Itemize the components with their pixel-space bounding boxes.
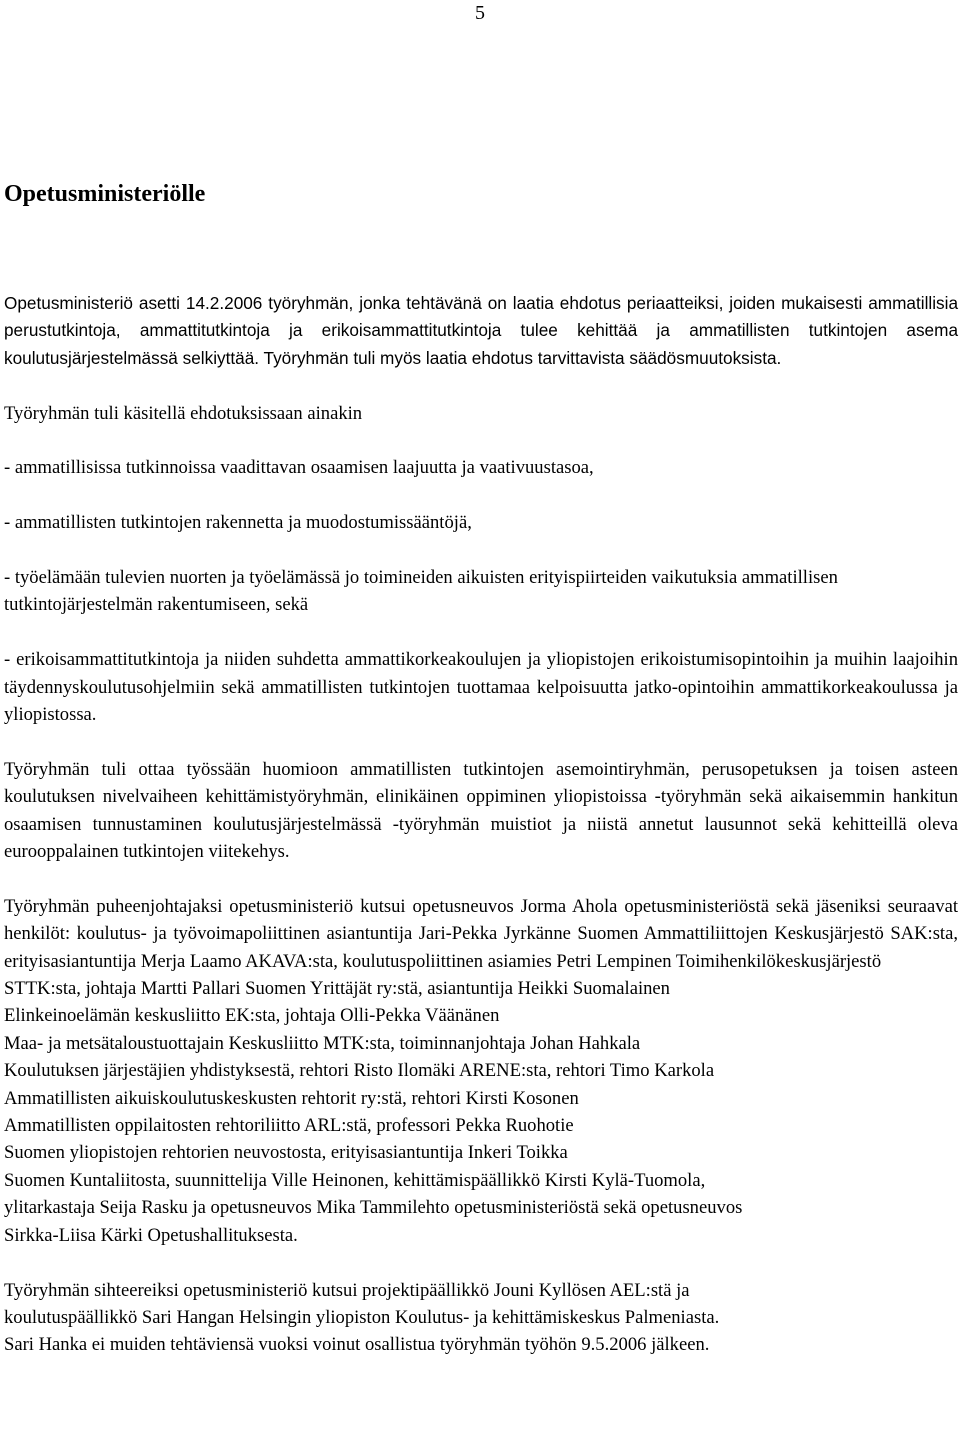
tasks-lead: Työryhmän tuli käsitellä ehdotuksissaan ainakin	[4, 402, 363, 424]
secretaries-line: Sari Hanka ei muiden tehtäviensä vuoksi voinut osallistua työryhmän työhön 9.5.2006 jälkeen.	[4, 1334, 710, 1356]
intro-paragraph: Opetusministeriö asetti 14.2.2006 työryhmän, jonka tehtävänä on laatia ehdotus periaatteiksi, joiden mukaisesti ammatillisia perustutkintoja, ammattitutkintoja ja erikoisammattitutkintoja tulee kehittää ja ammatillisten tutkintojen asema koulutusjärjestelmässä selkiyttää. Työryhmän tuli myös laatia ehdotus tarvittavista säädösmuutoksista.	[4, 293, 958, 368]
members-line: Sirkka-Liisa Kärki Opetushallituksesta.	[4, 1224, 298, 1246]
task-item: - erikoisammattitutkintoja ja niiden suhdetta ammattikorkeakoulujen ja yliopistojen erikoistumisopintoihin ja muihin laajoihin täydennyskoulutusohjelmiin sekä ammatillisten tutkintojen tuottamaa kelpoisuutta jatko-opintoihin ammattikorkeakoulussa ja yliopistossa.	[4, 649, 958, 726]
page-title: Opetusministeriölle	[4, 181, 206, 207]
considered-paragraph: Työryhmän tuli ottaa työssään huomioon ammatillisten tutkintojen asemointiryhmän, perusopetuksen ja toisen asteen koulutuksen nivelvaiheen kehittämistyöryhmän, elinikäinen oppiminen yliopistoissa -työryhmän sekä aikaisemmin hankitun osaamisen tunnustaminen koulutusjärjestelmässä -työryhmän muistiot ja niistä annetut lausunnot sekä kehitteillä oleva eurooppalainen tutkintojen viitekehys.	[4, 758, 958, 863]
page-number: 5	[475, 2, 485, 24]
members-line: Maa- ja metsätaloustuottajain Keskusliitto MTK:sta, toiminnanjohtaja Johan Hahkala	[4, 1032, 641, 1054]
members-line: Ammatillisten oppilaitosten rehtoriliitto ARL:stä, professori Pekka Ruohotie	[4, 1115, 574, 1137]
task-item: - työelämään tulevien nuorten ja työelämässä jo toimineiden aikuisten erityispiirteiden vaikutuksia ammatillisen tutkintojärjestelmän rakentumiseen, sekä	[4, 567, 838, 616]
members-line: Ammatillisten aikuiskoulutuskeskusten rehtorit ry:stä, rehtori Kirsti Kosonen	[4, 1087, 579, 1109]
secretaries-line: koulutuspäällikkö Sari Hangan Helsingin yliopiston Koulutus- ja kehittämiskeskus Palmeniasta.	[4, 1306, 720, 1328]
secretaries-paragraph	[4, 1277, 958, 1359]
task-item: - ammatillisissa tutkinnoissa vaadittavan osaamisen laajuutta ja vaativuustasoa,	[4, 457, 594, 479]
members-line: Koulutuksen järjestäjien yhdistyksestä, rehtori Risto Ilomäki ARENE:sta, rehtori Timo Karkola	[4, 1060, 715, 1082]
members-paragraph	[4, 893, 958, 1249]
members-line: Suomen yliopistojen rehtorien neuvostosta, erityisasiantuntija Inkeri Toikka	[4, 1142, 568, 1164]
members-line: STTK:sta, johtaja Martti Pallari Suomen Yrittäjät ry:stä, asiantuntija Heikki Suomalainen	[4, 978, 670, 1000]
document-body	[4, 290, 958, 1359]
members-line: ylitarkastaja Seija Rasku ja opetusneuvos Mika Tammilehto opetusministeriöstä sekä opetusneuvos	[4, 1197, 743, 1219]
secretaries-line: Työryhmän sihteereiksi opetusministeriö kutsui projektipäällikkö Jouni Kyllösen AEL:stä ja	[4, 1279, 690, 1301]
members-line: Suomen Kuntaliitosta, suunnittelija Ville Heinonen, kehittämispäällikkö Kirsti Kylä-Tuomola,	[4, 1169, 706, 1191]
members-intro: Työryhmän puheenjohtajaksi opetusministeriö kutsui opetusneuvos Jorma Ahola opetusministeriöstä sekä jäseniksi seuraavat henkilöt: koulutus- ja työvoimapoliittinen asiantuntija Jari-Pekka Jyrkänne Suomen Ammattiliittojen Keskusjärjestö SAK:sta, erityisasiantuntija Merja Laamo AKAVA:sta, koulutuspoliittinen asiamies Petri Lempinen Toimihenkilökeskusjärjestö	[4, 895, 958, 972]
members-line: Elinkeinoelämän keskusliitto EK:sta, johtaja Olli-Pekka Väänänen	[4, 1005, 500, 1027]
task-item: - ammatillisten tutkintojen rakennetta ja muodostumissääntöjä,	[4, 512, 472, 534]
